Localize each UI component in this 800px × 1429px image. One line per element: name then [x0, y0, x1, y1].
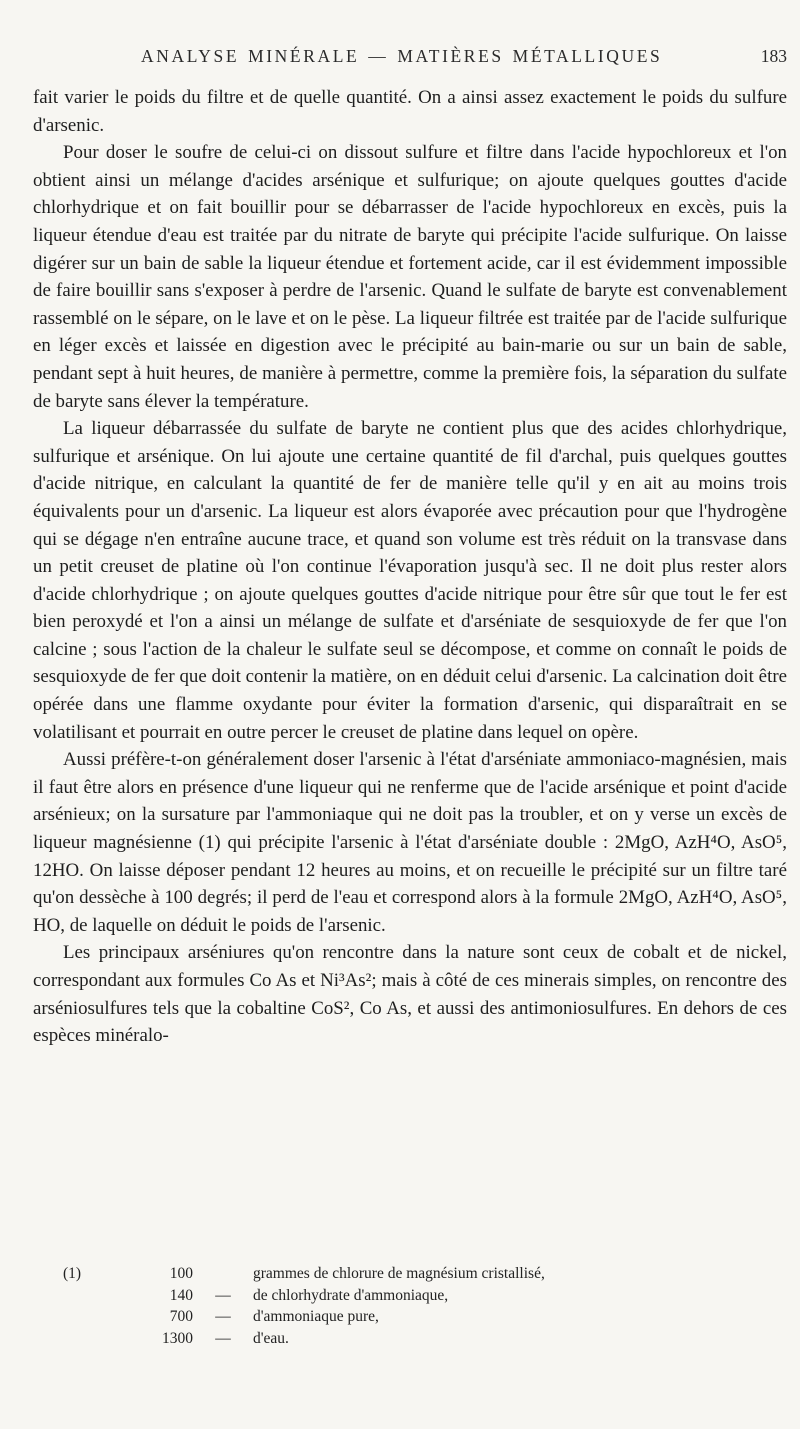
paragraph-arsenides: Les principaux arséniures qu'on rencontre dans la nature sont ceux de cobalt et de nickel, correspondant aux formules Co As et Ni³As²; mais à côté de ces minerais simples, on rencontre des arséniosulfures tels que la cobaltine CoS², Co As, et aussi des antimoniosulfures. En dehors de ces espèces minéralo-: [33, 942, 787, 1047]
footnote-description: d'eau.: [253, 1329, 289, 1347]
footnote-row: [63, 1263, 545, 1285]
body-text: [33, 84, 787, 1050]
footnote-marker: (1): [63, 1265, 82, 1282]
footnote-row: [63, 1306, 545, 1328]
book-page: [33, 0, 787, 1347]
page-header: [33, 0, 787, 84]
footnote-row: [63, 1285, 545, 1307]
footnote-quantity: 700: [169, 1308, 193, 1325]
footnote-description: grammes de chlorure de magnésium cristallisé,: [253, 1265, 545, 1282]
footnote-quantity: 1300: [162, 1329, 193, 1347]
footnote-description: d'ammoniaque pure,: [253, 1308, 379, 1325]
running-head: ANALYSE MINÉRALE — MATIÈRES MÉTALLIQUES: [141, 46, 663, 66]
footnote-separator: —: [215, 1286, 231, 1304]
paragraph-continuation: fait varier le poids du filtre et de quelle quantité. On a ainsi assez exactement le poids du sulfure d'arsenic.: [33, 87, 787, 136]
footnote-separator: —: [215, 1308, 231, 1325]
footnote-separator: —: [215, 1329, 231, 1347]
footnote-quantity: 100: [169, 1265, 193, 1282]
footnote-quantity: 140: [169, 1286, 193, 1304]
paragraph-sulfur-dosage: Pour doser le soufre de celui-ci on dissout sulfure et filtre dans l'acide hypochloreux et l'on obtient ainsi un mélange d'acides arsénique et sulfurique; on ajoute quelques gouttes d'acide chlorhydrique et on fait bouillir pour se débarrasser de l'acide hypochloreux en excès, puis la liqueur étendue d'eau est traitée par du nitrate de baryte qui précipite l'acide sulfurique. On laisse digérer sur un bain de sable la liqueur étendue et fortement acide, car il est évidemment impossible de faire bouillir sans s'exposer à perdre de l'arsenic. Quand le sulfate de baryte est convenablement rassemblé on le sépare, on le lave et on le pèse. La liqueur filtrée est traitée par de l'acide sulfurique en léger excès et laissée en digestion avec le précipité au bain-marie ou sur un bain de sable, pendant sept à huit heures, de manière à permettre, comme la première fois, la séparation du sulfate de baryte sans élever la température.: [33, 142, 787, 412]
paragraph-arseniate-method: Aussi préfère-t-on généralement doser l'arsenic à l'état d'arséniate ammoniaco-magnésien, mais il faut être alors en présence d'une liqueur qui ne renferme que de l'acide arsénique et point d'acide arsénieux; on la sursature par l'ammoniaque qui ne doit pas la troubler, et on y verse un excès de liqueur magnésienne (1) qui précipite l'arsenic à l'état d'arséniate double : 2MgO, AzH⁴O, AsO⁵, 12HO. On laisse déposer pendant 12 heures au moins, et on recueille le précipité sur un filtre taré qu'on dessèche à 100 degrés; il perd de l'eau et correspond alors à la formule 2MgO, AzH⁴O, AsO⁵, HO, de laquelle on déduit le poids de l'arsenic.: [33, 749, 787, 936]
page-number: 183: [760, 46, 787, 66]
paragraph-iron-method: La liqueur débarrassée du sulfate de baryte ne contient plus que des acides chlorhydrique, sulfurique et arsénique. On lui ajoute une certaine quantité de fil d'archal, puis quelques gouttes d'acide nitrique, en calculant la quantité de fer de manière telle qu'il y en ait au moins trois équivalents pour un d'arsenic. La liqueur est alors évaporée avec précaution pour que l'hydrogène qui se dégage n'en entraîne aucune trace, et quand son volume est très réduit on la transvase dans un petit creuset de platine où l'on continue l'évaporation jusqu'à sec. Il ne doit plus rester alors d'acide chlorhydrique ; on ajoute quelques gouttes d'acide nitrique pour être sûr que tout le fer est bien peroxydé et l'on a ainsi un mélange de sulfate et d'arséniate de sesquioxyde de fer que l'on calcine ; sous l'action de la chaleur le sulfate seul se décompose, et comme on connaît le poids de sesquioxyde de fer que doit contenir la matière, on en déduit celui d'arsenic. La calcination doit être opérée dans une flamme oxydante pour éviter la formation d'arsenic, qui disparaîtrait en se volatilisant et pourrait en outre percer le creuset de platine dans lequel on opère.: [33, 418, 787, 743]
footnote-row: [63, 1328, 545, 1350]
footnote-description: de chlorhydrate d'ammoniaque,: [253, 1286, 449, 1304]
footnote: [63, 1263, 545, 1349]
